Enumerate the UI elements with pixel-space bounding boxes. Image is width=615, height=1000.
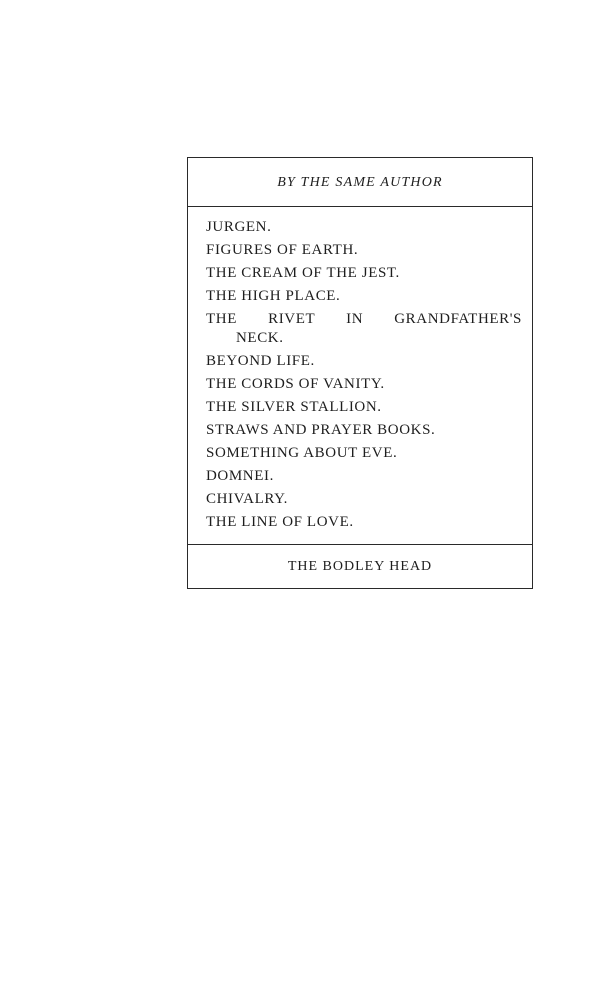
book-title: THE RIVET IN GRANDFATHER'S NECK. [206,311,522,346]
advertisement-box [187,157,533,589]
book-title: BEYOND LIFE. [206,353,315,369]
book-title: THE CORDS OF VANITY. [206,376,385,392]
ad-heading: BY THE SAME AUTHOR [188,158,532,207]
book-list [206,218,522,536]
publisher-imprint: THE BODLEY HEAD [188,544,532,588]
book-title: THE HIGH PLACE. [206,288,341,304]
book-title: CHIVALRY. [206,491,288,507]
book-title: THE LINE OF LOVE. [206,514,354,530]
book-title: FIGURES OF EARTH. [206,242,359,258]
book-title: THE SILVER STALLION. [206,399,382,415]
book-title: SOMETHING ABOUT EVE. [206,445,398,461]
book-title: STRAWS AND PRAYER BOOKS. [206,422,436,438]
book-title: THE CREAM OF THE JEST. [206,265,400,281]
book-title: DOMNEI. [206,468,274,484]
book-title: JURGEN. [206,219,272,235]
